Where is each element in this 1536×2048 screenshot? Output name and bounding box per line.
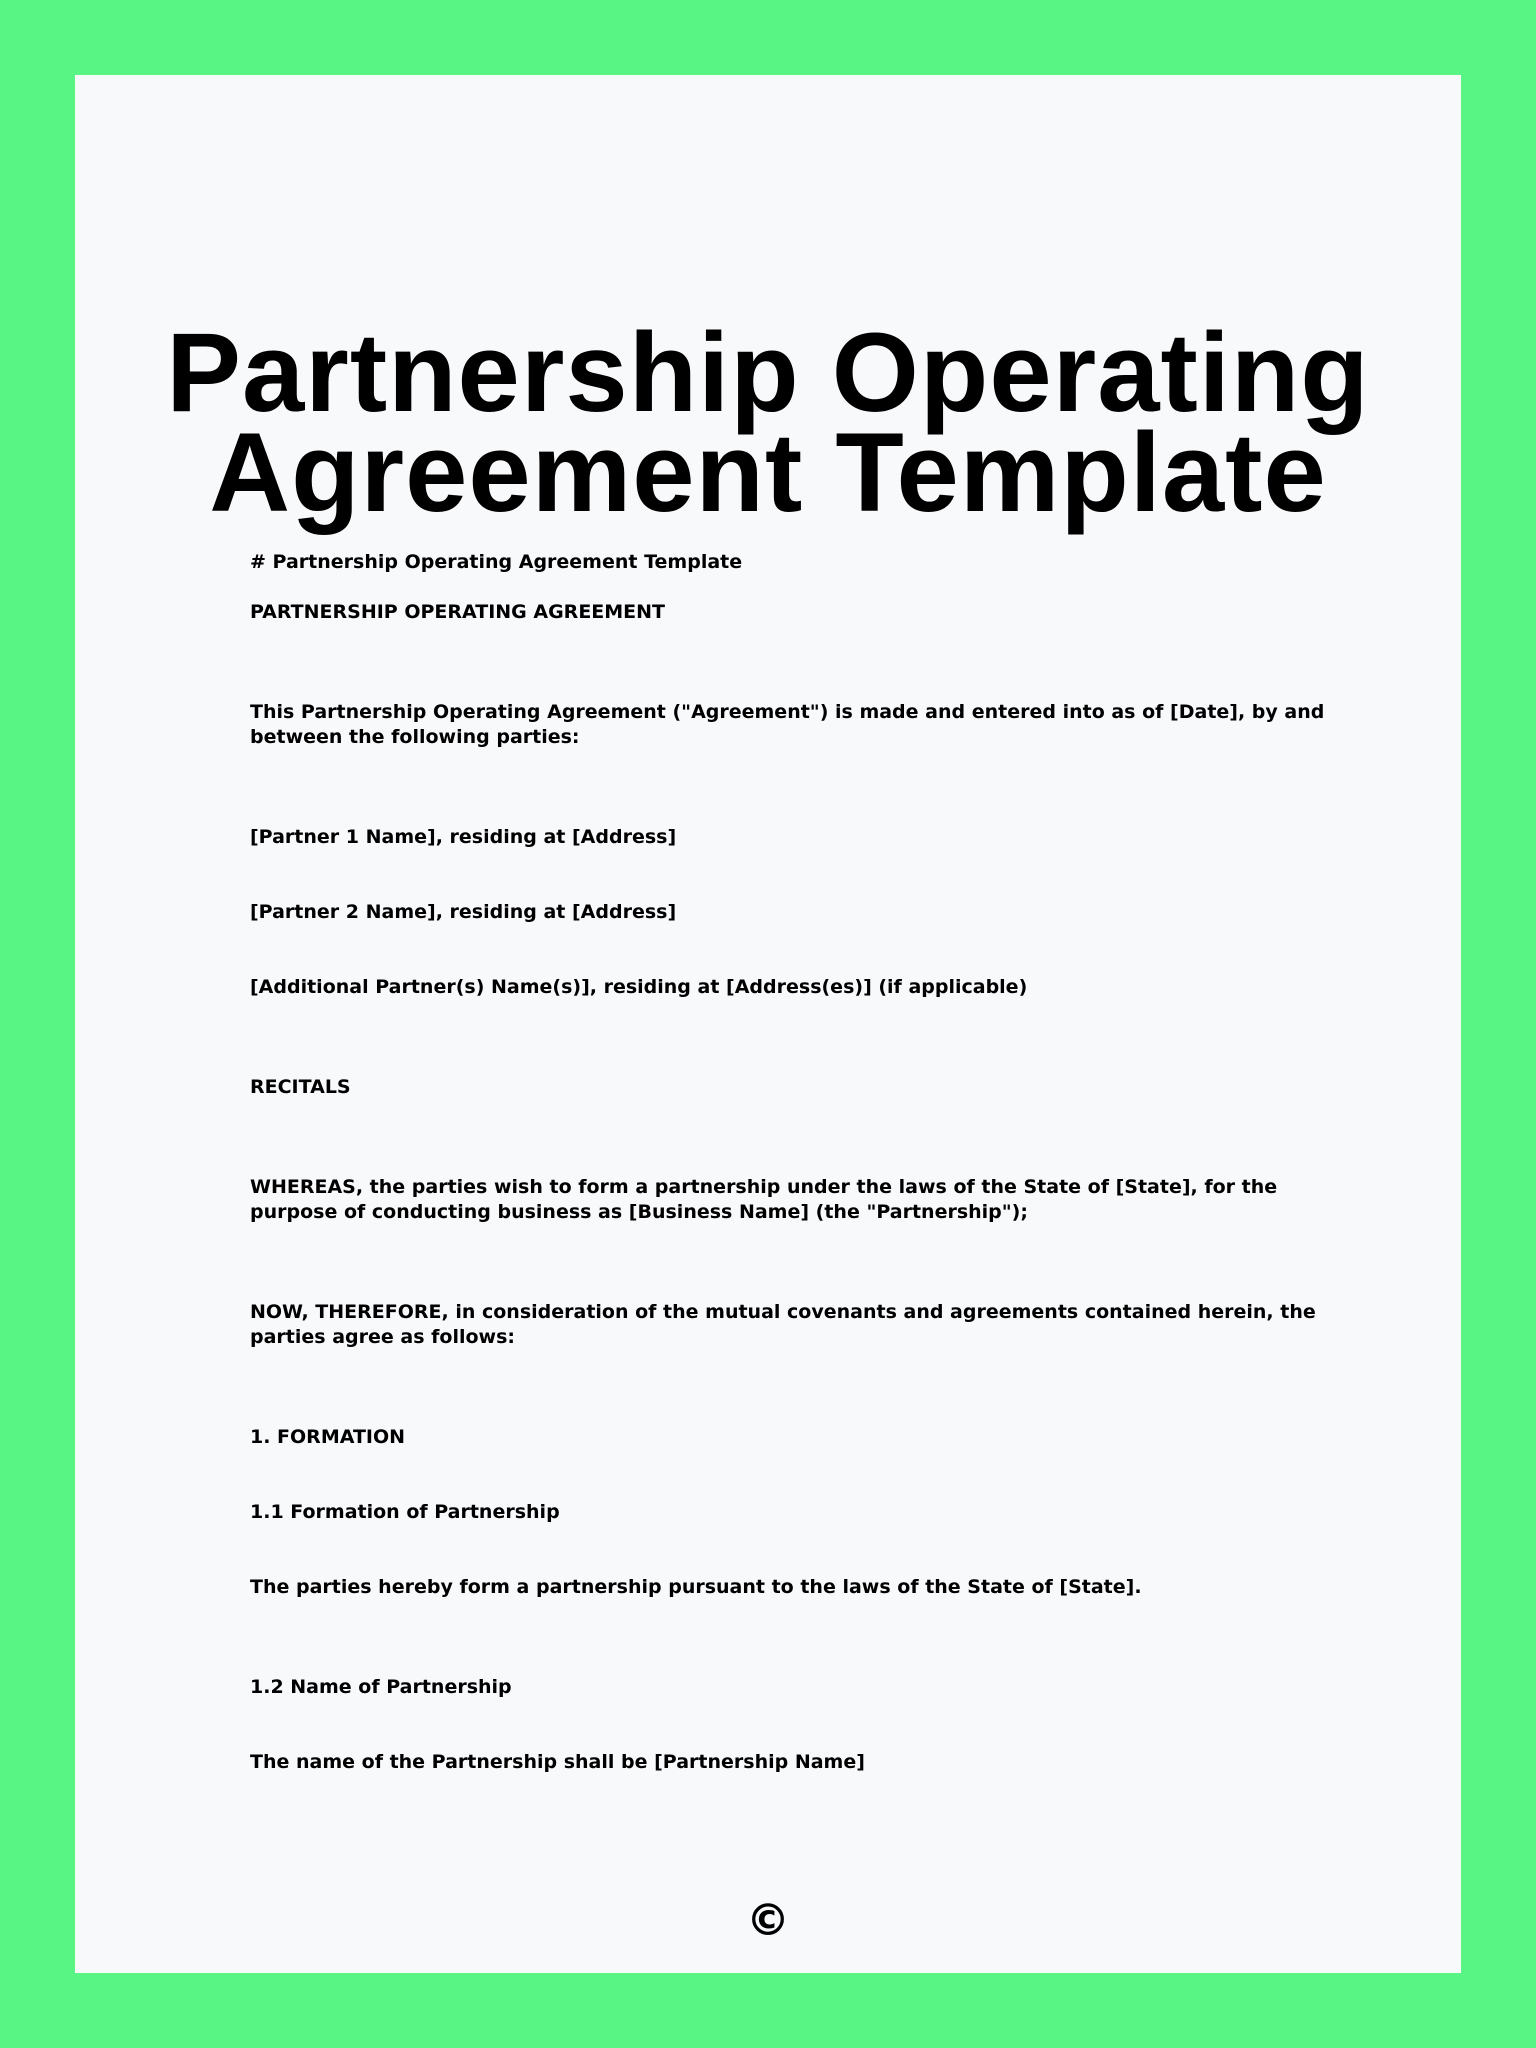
partner-1-line: [Partner 1 Name], residing at [Address] (250, 826, 677, 848)
markdown-heading: # Partnership Operating Agreement Template (250, 551, 743, 573)
recitals-heading: RECITALS (250, 1076, 351, 1098)
additional-partners-line: [Additional Partner(s) Name(s)], residing at [Address(es)] (if applicable) (250, 976, 1028, 998)
whereas-paragraph: WHEREAS, the parties wish to form a partnership under the laws of the State of [State], for the purpose of conducting business as [Business Name] (the "Partnership"); (250, 1176, 1278, 1223)
copyright-icon: © (746, 1895, 790, 1946)
section-1-2-text: The name of the Partnership shall be [Partnership Name] (250, 1751, 865, 1773)
partner-2-line: [Partner 2 Name], residing at [Address] (250, 901, 677, 923)
now-therefore-paragraph: NOW, THEREFORE, in consideration of the mutual covenants and agreements contained herein, the parties agree as follows: (250, 1301, 1316, 1348)
agreement-heading: PARTNERSHIP OPERATING AGREEMENT (250, 601, 666, 623)
intro-paragraph: This Partnership Operating Agreement ("Agreement") is made and entered into as of [Date], by and between the following parties: (250, 701, 1325, 748)
section-1-heading: 1. FORMATION (250, 1426, 406, 1448)
document-page (75, 75, 1461, 1973)
section-1-1-text: The parties hereby form a partnership pursuant to the laws of the State of [State]. (250, 1576, 1142, 1598)
document-title: Partnership Operating Agreement Template (166, 310, 1370, 535)
section-1-1-heading: 1.1 Formation of Partnership (250, 1501, 560, 1523)
section-1-2-heading: 1.2 Name of Partnership (250, 1676, 512, 1698)
